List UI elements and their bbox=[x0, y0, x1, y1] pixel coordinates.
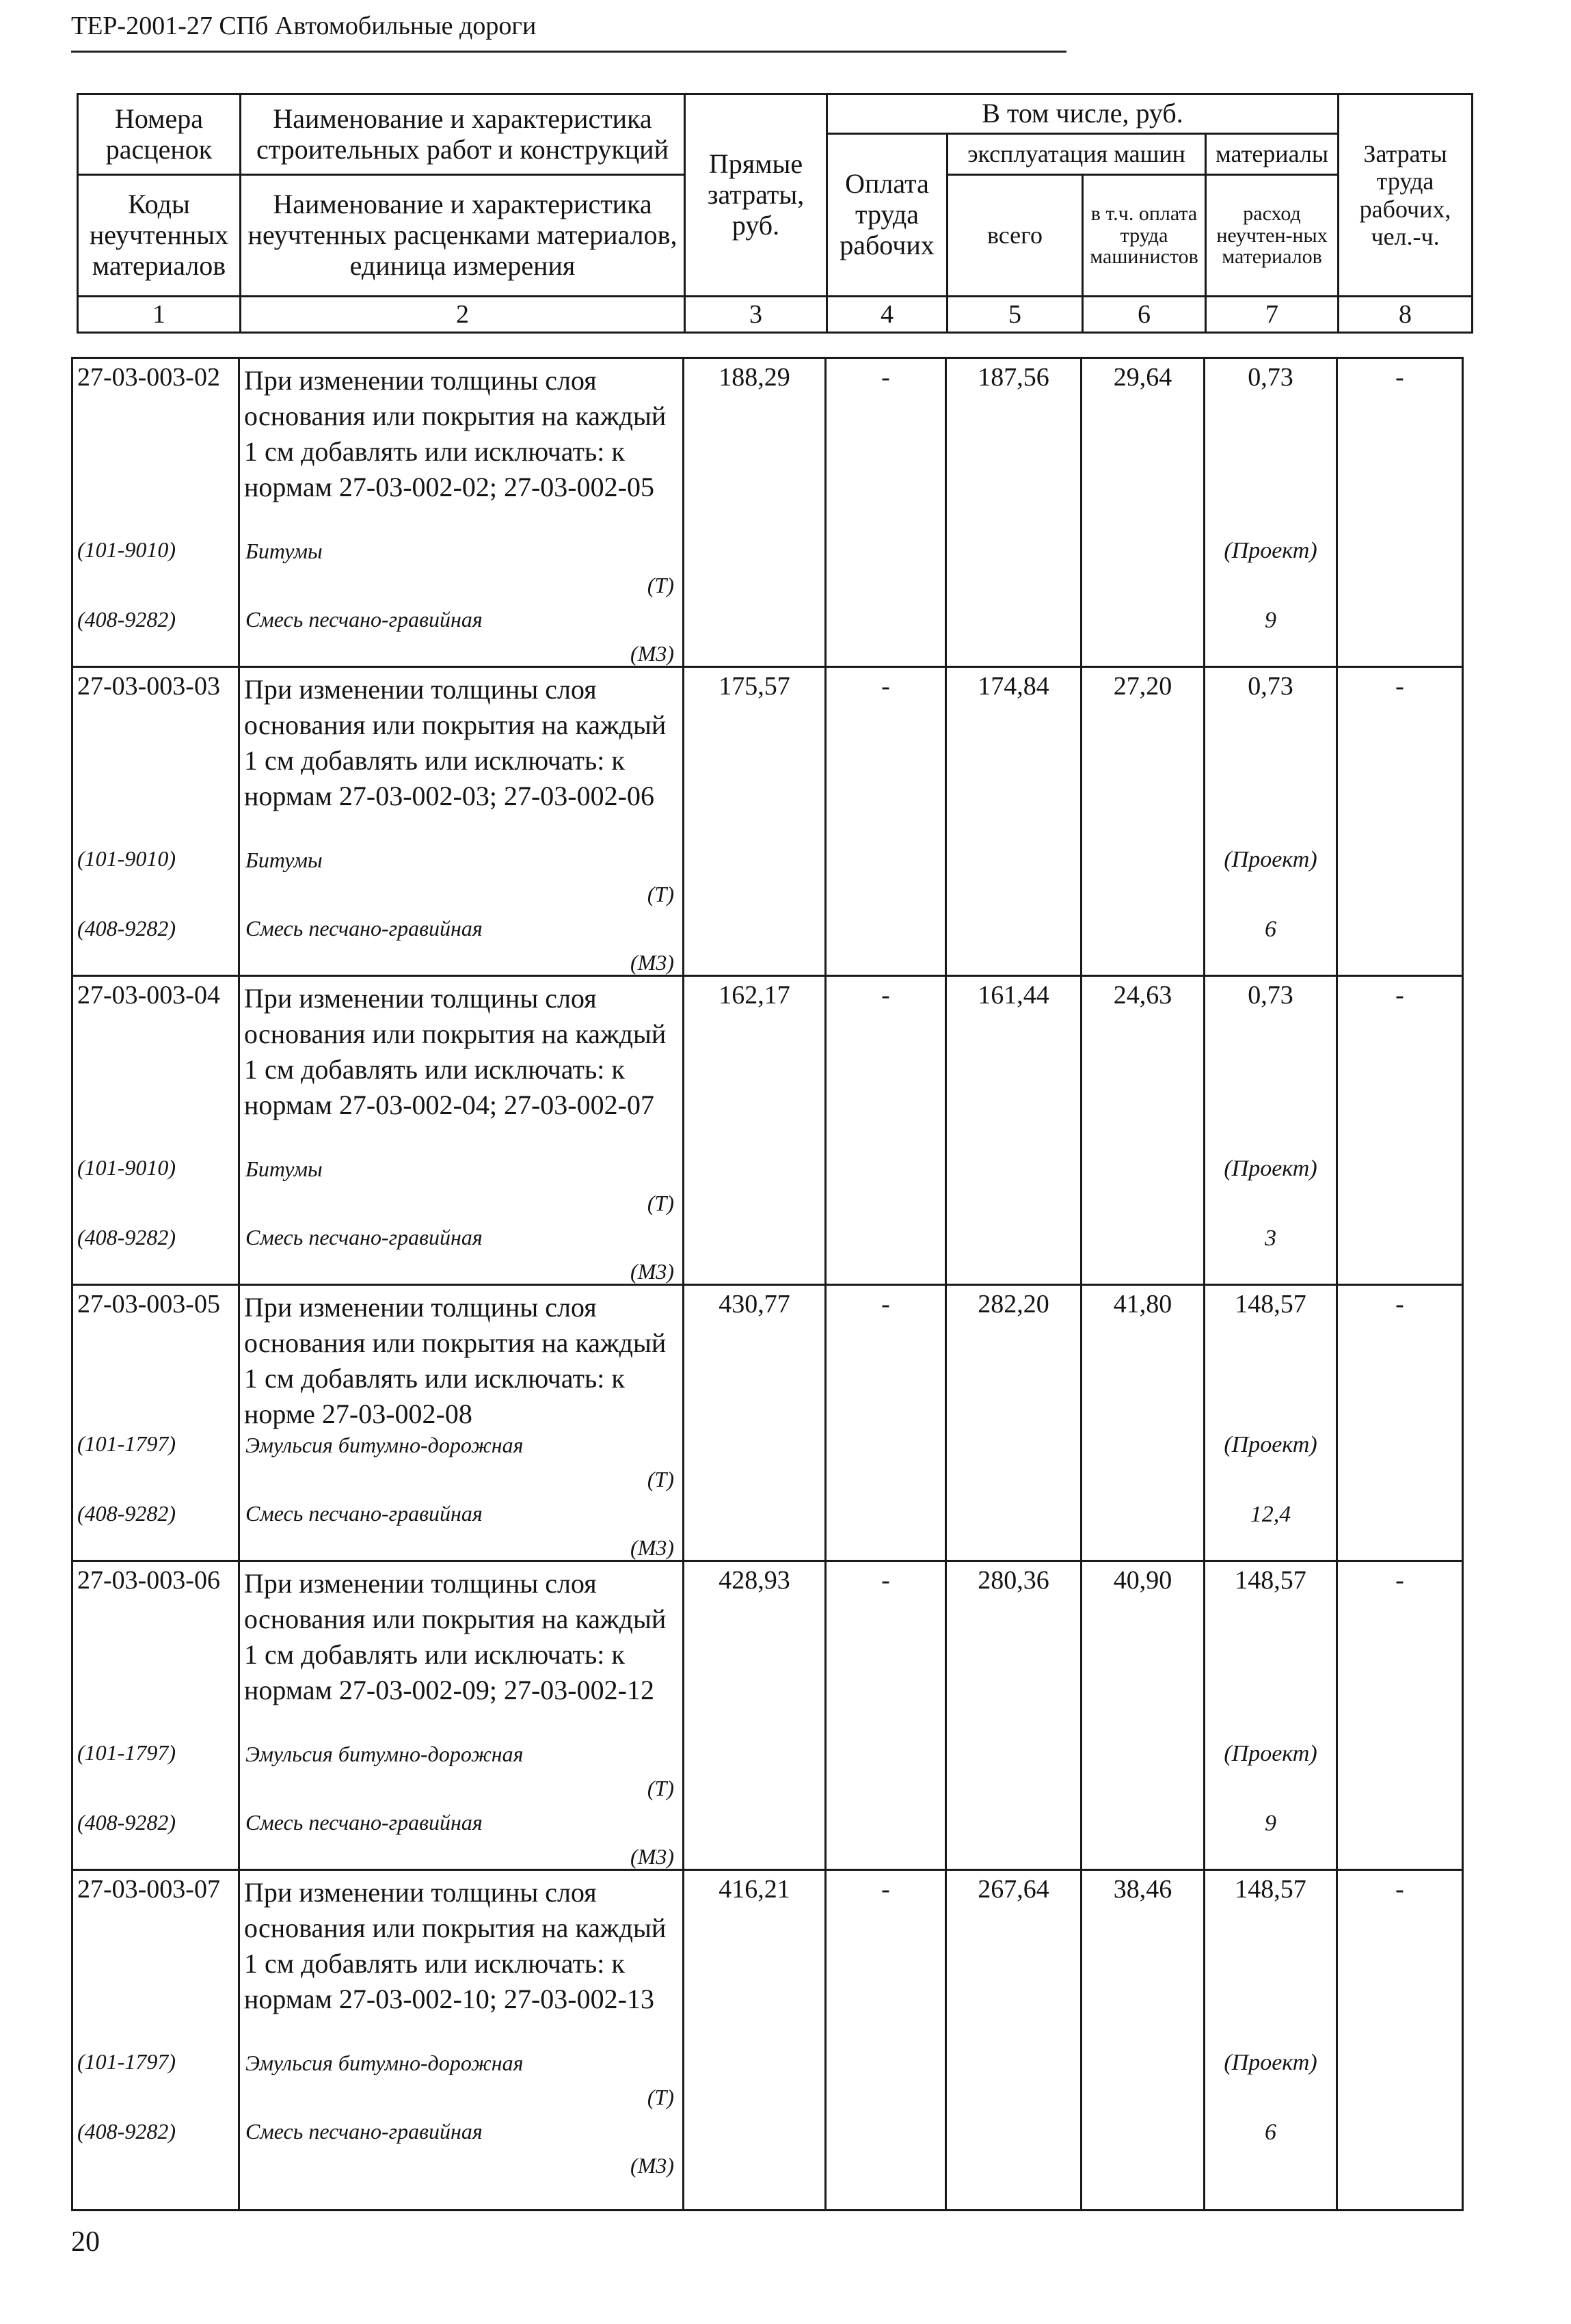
direct-costs: 416,21 bbox=[684, 1870, 826, 2211]
table-row bbox=[72, 976, 1463, 1285]
material-code: (408-9282) bbox=[77, 1810, 176, 1835]
material-code: (408-9282) bbox=[77, 1225, 176, 1249]
material-unit: (М3) bbox=[630, 1535, 674, 1560]
material-name: Смесь песчано-гравийная bbox=[245, 2119, 483, 2144]
machines-total: 267,64 bbox=[946, 1870, 1082, 2211]
table-row bbox=[72, 667, 1463, 976]
materials-cell bbox=[1205, 1285, 1337, 1561]
rate-description-cell bbox=[239, 1870, 684, 2211]
material-usage: (Проект) bbox=[1224, 538, 1317, 563]
material-name: Смесь песчано-гравийная bbox=[245, 1225, 483, 1249]
material-usage: (Проект) bbox=[1224, 1741, 1317, 1766]
header-materials: материалы bbox=[1206, 134, 1339, 175]
material-usage: (Проект) bbox=[1224, 2050, 1317, 2075]
rate-code-cell bbox=[72, 667, 239, 976]
machines-total: 161,44 bbox=[946, 976, 1082, 1285]
materials-cell bbox=[1205, 1561, 1337, 1870]
header-unaccounted-codes: Коды неучтенных материалов bbox=[78, 175, 241, 297]
material-name: Смесь песчано-гравийная bbox=[245, 1810, 483, 1835]
materials-cost: 0,73 bbox=[1248, 363, 1293, 392]
materials-cell bbox=[1205, 358, 1337, 667]
material-code: (408-9282) bbox=[77, 916, 176, 941]
rate-description-cell bbox=[239, 358, 684, 667]
column-number: 8 bbox=[1339, 297, 1473, 333]
material-unit: (М3) bbox=[630, 950, 674, 975]
worker-pay: - bbox=[826, 976, 946, 1285]
header-machine-operation: эксплуатация машин bbox=[948, 134, 1206, 175]
material-code: (101-9010) bbox=[77, 1155, 176, 1180]
rate-description: При изменении толщины слоя основания или покрытия на каждый 1 см добавлять или исключать: к нормам 27-03-002-02; 27-03-002-05 bbox=[244, 365, 667, 502]
material-unit: (М3) bbox=[630, 1844, 674, 1869]
material-unit: (Т) bbox=[647, 2085, 674, 2109]
header-unaccounted-names: Наименование и характеристика неучтенных расценками материалов, единица измерения bbox=[241, 175, 685, 297]
materials-cost: 148,57 bbox=[1235, 1875, 1306, 1904]
rate-code: 27-03-003-05 bbox=[77, 1290, 220, 1319]
materials-cost: 148,57 bbox=[1235, 1290, 1306, 1319]
material-usage: (Проект) bbox=[1224, 1156, 1317, 1181]
material-name: Битумы bbox=[245, 539, 323, 563]
rate-code: 27-03-003-07 bbox=[77, 1875, 220, 1904]
material-name: Эмульсия битумно-дорожная bbox=[245, 2051, 524, 2075]
column-number: 7 bbox=[1206, 297, 1339, 333]
page-number: 20 bbox=[71, 2226, 100, 2258]
rate-code-cell bbox=[72, 358, 239, 667]
machines-total: 280,36 bbox=[946, 1561, 1082, 1870]
direct-costs: 188,29 bbox=[684, 358, 826, 667]
table-row bbox=[72, 1285, 1463, 1561]
materials-cell bbox=[1205, 667, 1337, 976]
rate-code-cell bbox=[72, 1561, 239, 1870]
machinists-pay: 27,20 bbox=[1082, 667, 1205, 976]
header-labor-costs: Затраты труда рабочих, чел.-ч. bbox=[1339, 94, 1473, 297]
column-number: 5 bbox=[948, 297, 1083, 333]
column-number: 1 bbox=[78, 297, 241, 333]
rate-code: 27-03-003-06 bbox=[77, 1566, 220, 1595]
header-rate-numbers: Номера расценок bbox=[78, 94, 241, 175]
header-name-characteristics: Наименование и характеристика строительных работ и конструкций bbox=[241, 94, 685, 175]
direct-costs: 428,93 bbox=[684, 1561, 826, 1870]
material-code: (101-1797) bbox=[77, 1431, 176, 1456]
material-usage: 6 bbox=[1265, 2120, 1276, 2145]
machines-total: 282,20 bbox=[946, 1285, 1082, 1561]
header-worker-pay: Оплата труда рабочих bbox=[827, 134, 948, 297]
material-name: Смесь песчано-гравийная bbox=[245, 1501, 483, 1526]
material-name: Битумы bbox=[245, 848, 323, 872]
material-unit: (Т) bbox=[647, 573, 674, 597]
direct-costs: 175,57 bbox=[684, 667, 826, 976]
direct-costs: 162,17 bbox=[684, 976, 826, 1285]
material-code: (101-9010) bbox=[77, 846, 176, 871]
material-usage: (Проект) bbox=[1224, 1432, 1317, 1457]
column-number: 3 bbox=[685, 297, 827, 333]
material-code: (408-9282) bbox=[77, 1501, 176, 1526]
materials-cell bbox=[1205, 976, 1337, 1285]
material-unit: (М3) bbox=[630, 1259, 674, 1284]
rate-description-cell bbox=[239, 1561, 684, 1870]
materials-cost: 0,73 bbox=[1248, 981, 1293, 1010]
rate-code: 27-03-003-02 bbox=[77, 363, 220, 392]
document-title: ТЕР-2001-27 СПб Автомобильные дороги bbox=[71, 12, 537, 40]
title-underline bbox=[71, 51, 1066, 53]
rate-description-cell bbox=[239, 976, 684, 1285]
rate-code-cell bbox=[72, 1870, 239, 2211]
table-row bbox=[72, 1870, 1463, 2211]
rate-description: При изменении толщины слоя основания или покрытия на каждый 1 см добавлять или исключать: к норме 27-03-002-08 bbox=[244, 1292, 667, 1429]
labor-hours: - bbox=[1337, 1561, 1463, 1870]
worker-pay: - bbox=[826, 1870, 946, 2211]
machines-total: 187,56 bbox=[946, 358, 1082, 667]
worker-pay: - bbox=[826, 1561, 946, 1870]
material-unit: (Т) bbox=[647, 1191, 674, 1215]
rate-code-cell bbox=[72, 1285, 239, 1561]
material-code: (101-9010) bbox=[77, 537, 176, 562]
material-usage: 3 bbox=[1265, 1226, 1276, 1251]
rate-description: При изменении толщины слоя основания или покрытия на каждый 1 см добавлять или исключать: к нормам 27-03-002-09; 27-03-002-12 bbox=[244, 1568, 667, 1705]
material-code: (101-1797) bbox=[77, 2049, 176, 2074]
header-direct-costs: Прямые затраты, руб. bbox=[685, 94, 827, 297]
labor-hours: - bbox=[1337, 1285, 1463, 1561]
material-usage: 9 bbox=[1265, 1811, 1276, 1836]
rate-code: 27-03-003-03 bbox=[77, 672, 220, 701]
labor-hours: - bbox=[1337, 976, 1463, 1285]
header-operator-pay: в т.ч. оплата труда машинистов bbox=[1083, 175, 1206, 297]
material-name: Битумы bbox=[245, 1157, 323, 1181]
material-usage: 9 bbox=[1265, 608, 1276, 633]
rate-code-cell bbox=[72, 976, 239, 1285]
materials-cost: 148,57 bbox=[1235, 1566, 1306, 1595]
machinists-pay: 29,64 bbox=[1082, 358, 1205, 667]
direct-costs: 430,77 bbox=[684, 1285, 826, 1561]
material-code: (101-1797) bbox=[77, 1740, 176, 1765]
rate-description: При изменении толщины слоя основания или покрытия на каждый 1 см добавлять или исключать: к нормам 27-03-002-10; 27-03-002-13 bbox=[244, 1877, 667, 2014]
worker-pay: - bbox=[826, 358, 946, 667]
material-name: Смесь песчано-гравийная bbox=[245, 916, 483, 941]
rate-description: При изменении толщины слоя основания или покрытия на каждый 1 см добавлять или исключать: к нормам 27-03-002-03; 27-03-002-06 bbox=[244, 674, 667, 811]
materials-cell bbox=[1205, 1870, 1337, 2211]
material-name: Смесь песчано-гравийная bbox=[245, 607, 483, 632]
machinists-pay: 41,80 bbox=[1082, 1285, 1205, 1561]
material-code: (408-9282) bbox=[77, 2119, 176, 2144]
labor-hours: - bbox=[1337, 667, 1463, 976]
material-name: Эмульсия битумно-дорожная bbox=[245, 1433, 524, 1457]
material-usage: (Проект) bbox=[1224, 847, 1317, 872]
column-number: 6 bbox=[1083, 297, 1206, 333]
material-name: Эмульсия битумно-дорожная bbox=[245, 1742, 524, 1766]
column-number: 4 bbox=[827, 297, 948, 333]
rate-description-cell bbox=[239, 667, 684, 976]
machinists-pay: 24,63 bbox=[1082, 976, 1205, 1285]
header-table bbox=[77, 93, 1473, 334]
table-row bbox=[72, 358, 1463, 667]
rate-code: 27-03-003-04 bbox=[77, 981, 220, 1010]
material-usage: 6 bbox=[1265, 917, 1276, 942]
material-unit: (Т) bbox=[647, 1776, 674, 1800]
material-unit: (М3) bbox=[630, 641, 674, 666]
rate-description: При изменении толщины слоя основания или покрытия на каждый 1 см добавлять или исключать: к нормам 27-03-002-04; 27-03-002-07 bbox=[244, 983, 667, 1120]
machinists-pay: 40,90 bbox=[1082, 1561, 1205, 1870]
header-unaccounted-usage: расход неучтен-ных материалов bbox=[1206, 175, 1339, 297]
table-row bbox=[72, 1561, 1463, 1870]
materials-cost: 0,73 bbox=[1248, 672, 1293, 701]
material-unit: (Т) bbox=[647, 1467, 674, 1491]
material-unit: (Т) bbox=[647, 882, 674, 906]
header-including: В том числе, руб. bbox=[827, 94, 1339, 134]
header-total: всего bbox=[948, 175, 1083, 297]
material-code: (408-9282) bbox=[77, 607, 176, 632]
labor-hours: - bbox=[1337, 1870, 1463, 2211]
labor-hours: - bbox=[1337, 358, 1463, 667]
worker-pay: - bbox=[826, 667, 946, 976]
rate-description-cell bbox=[239, 1285, 684, 1561]
machines-total: 174,84 bbox=[946, 667, 1082, 976]
material-usage: 12,4 bbox=[1250, 1502, 1291, 1527]
column-number: 2 bbox=[241, 297, 685, 333]
worker-pay: - bbox=[826, 1285, 946, 1561]
rates-table bbox=[71, 357, 1464, 2211]
material-unit: (М3) bbox=[630, 2153, 674, 2178]
machinists-pay: 38,46 bbox=[1082, 1870, 1205, 2211]
